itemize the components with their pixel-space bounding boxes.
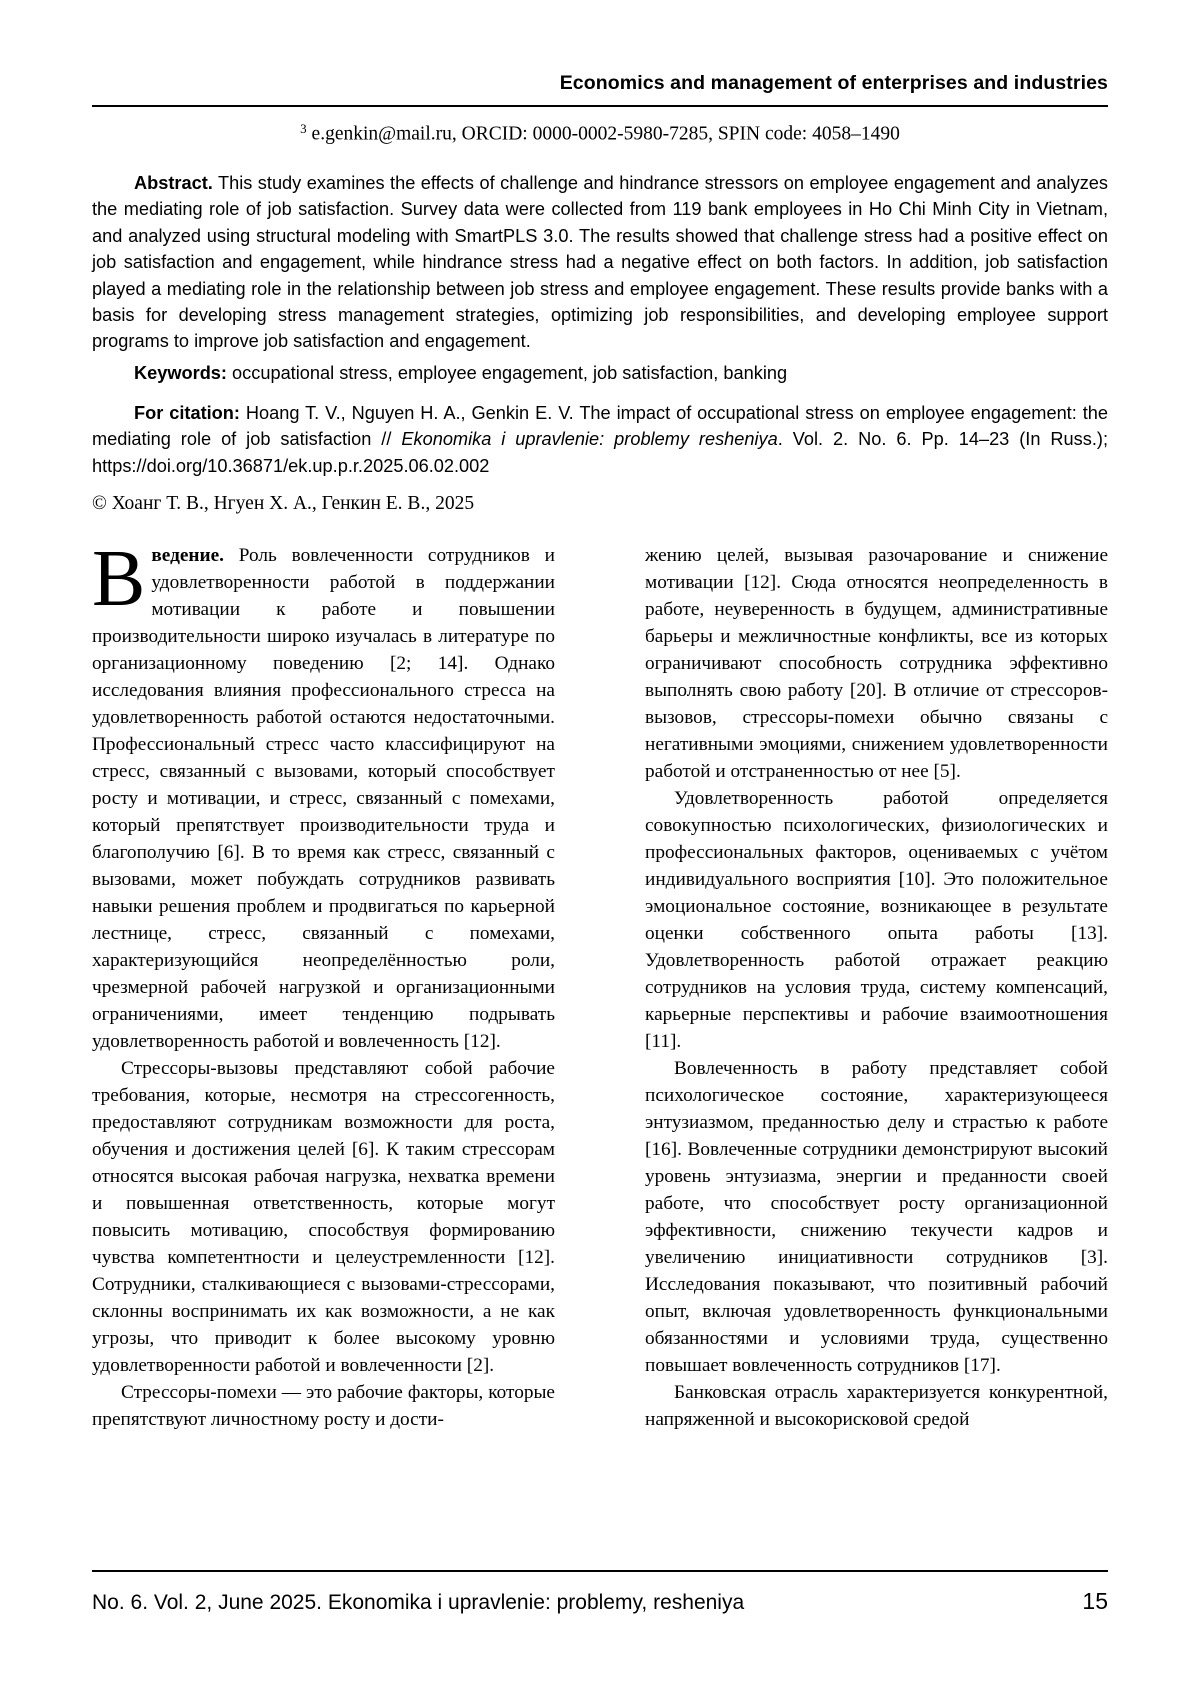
footnote-marker: 3 (300, 121, 307, 136)
author-contact-text: e.genkin@mail.ru, ORCID: 0000-0002-5980-7285, SPIN code: 4058–1490 (311, 123, 900, 145)
body-paragraph: Стрессоры-помехи — это рабочие факторы, которые препятствуют личностному росту и дости- (92, 1382, 555, 1430)
copyright-line: © Хоанг Т. В., Нгуен Х. А., Генкин Е. В., 2025 (92, 493, 475, 514)
keywords-text: occupational stress, employee engagement, job satisfaction, banking (226, 363, 788, 383)
citation-text-after: . Vol. 2. No. 6. Pp. 14–23 (In Russ.); https://doi.org/10.36871/ek.up.p.r.2025.06.02.002 (92, 429, 1108, 476)
abstract-text: This study examines the effects of challenge and hindrance stressors on employee engagement and analyzes the mediating role of job satisfaction. Survey data were collected from 119 bank employees in Ho Chi Minh City in Vietnam, and analyzed using structural modeling with SmartPLS 3.0. The results showed that challenge stress had a positive effect on job satisfaction and engagement, while hindrance stress had a negative effect on both factors. In addition, job satisfaction played a mediating role in the relationship between job stress and employee engagement. These results provide banks with a basis for developing stress management strategies, optimizing job responsibilities, and developing employee support programs to improve job satisfaction and engagement. (92, 173, 1108, 352)
author-contact-line (92, 120, 1108, 146)
abstract-block (92, 170, 1108, 355)
page-number: 15 (1082, 1588, 1108, 1614)
citation-block (92, 400, 1108, 479)
citation-journal-name: Ekonomika i upravlenie: problemy resheniya (401, 429, 778, 450)
running-head: Economics and management of enterprises and industries (559, 72, 1108, 94)
body-paragraph: Вовлеченность в работу представляет собой психологическое состояние, характеризующееся энтузиазмом, преданностью делу и страстью к работе [16]. Вовлеченные сотрудники демонстрируют высокий уровень энтузиазма, энергии и преданности своей работе, что способствует росту организационной эффективности, снижению текучести кадров и увеличению инициативности сотрудников [3]. Исследования показывают, что позитивный рабочий опыт, включая удовлетворенность функциональными обязанностями и условиями труда, существенно повышает вовлеченность сотрудников [17]. (645, 1058, 1108, 1376)
abstract-label: Abstract. (134, 173, 213, 193)
intro-paragraph (92, 535, 555, 1055)
keywords-label: Keywords: (134, 363, 227, 383)
intro-paragraph-text: Роль вовлеченности сотрудников и удовлетворенности работой в поддержании мотивации к работе и повышении производительности широко изучалась в литературе по организационному поведению [2; 14]. Однако исследования влияния профессионального стресса на удовлетворенность работой остаются недостаточными. Профессиональный стресс часто классифицируют на стресс, связанный с вызовами, который способствует росту и мотивации, и стресс, связанный с помехами, который препятствует производительности труда и благополучию [6]. В то время как стресс, связанный с вызовами, может побуждать сотрудников развивать навыки решения проблем и продвигаться по карьерной лестнице, стресс, связанный с помехами, характеризующийся неопределённостью роли, чрезмерной рабочей нагрузкой и организационными ограничениями, имеет тенденцию подрывать удовлетворенность работой и вовлеченность [12]. (92, 545, 555, 1052)
right-column (645, 542, 1108, 1433)
intro-heading-label: ведение. (151, 545, 224, 566)
body-paragraph: Банковская отрасль характеризуется конкурентной, напряженной и высокорисковой средой (645, 1382, 1108, 1430)
body-columns (92, 535, 1108, 1442)
footer-journal-line: No. 6. Vol. 2, June 2025. Ekonomika i upravlenie: problemy, resheniya (92, 1591, 745, 1614)
left-column (92, 535, 555, 1433)
body-paragraph: Стрессоры-вызовы представляют собой рабочие требования, которые, несмотря на стрессогенность, предоставляют сотрудникам возможности для роста, обучения и достижения целей [6]. К таким стрессорам относятся высокая рабочая нагрузка, нехватка времени и повышенная ответственность, которые могут повысить мотивацию, способствуя формированию чувства компетентности и целеустремленности [12]. Сотрудники, сталкивающиеся с вызовами-стрессорами, склонны воспринимать их как возможности, а не как угрозы, что приводит к более высокому уровню удовлетворенности работой и вовлеченности [2]. (92, 1058, 555, 1376)
header-divider (92, 105, 1108, 107)
footer-divider (92, 1570, 1108, 1572)
footer (92, 1588, 1108, 1615)
body-paragraph-continued: жению целей, вызывая разочарование и снижение мотивации [12]. Сюда относятся неопределенность в работе, неуверенность в будущем, административные барьеры и межличностные конфликты, все из которых ограничивают способность сотрудника эффективно выполнять свою работу [20]. В отличие от стрессоров-вызовов, стрессоры-помехи обычно связаны с негативными эмоциями, снижением удовлетворенности работой и отстраненностью от нее [5]. (645, 545, 1108, 782)
citation-label: For citation: (134, 403, 240, 423)
citation-text-before: Hoang T. V., Nguyen H. A., Genkin E. V. The impact of occupational stress on employee engagement: the mediating role of job satisfaction // (92, 403, 1108, 450)
drop-cap: В (92, 535, 146, 623)
keywords-block (92, 360, 1108, 386)
abstract-paragraph (92, 170, 1108, 355)
body-paragraph: Удовлетворенность работой определяется совокупностью психологических, физиологических и профессиональных факторов, оцениваемых с учётом индивидуального восприятия [10]. Это положительное эмоциональное состояние, возникающее в результате оценки собственного опыта работы [13]. Удовлетворенность работой отражает реакцию сотрудников на условия труда, систему компенсаций, карьерные перспективы и рабочие взаимоотношения [11]. (645, 788, 1108, 1052)
